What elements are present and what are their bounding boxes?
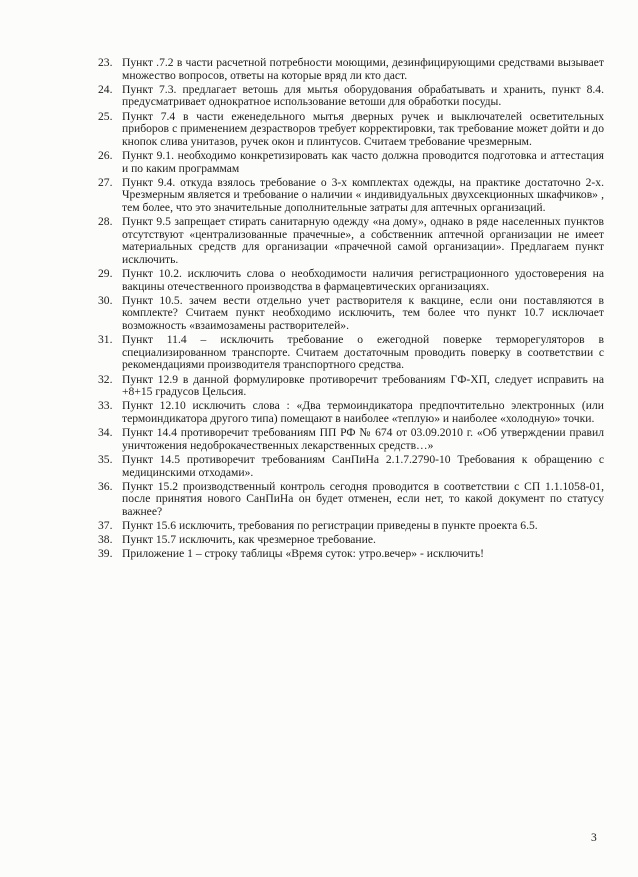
list-item — [98, 548, 604, 561]
item-text: Пункт 9.4. откуда взялось требование о 3-х комплектах одежды, на практике достаточно 2-х. Чрезмерным является и требование о наличии « индивидуальных двухсекционных шкафчиков» , тем более, что это значительные дополнительные затраты для аптечных организаций. — [122, 175, 604, 214]
item-text: Пункт 14.4 противоречит требованиям ПП РФ № 674 от 03.09.2010 г. «Об утверждении правил уничтожения недоброкачественных лекарственных средств…» — [122, 426, 604, 452]
item-number: 33. — [98, 399, 113, 413]
numbered-list — [98, 57, 604, 563]
item-number: 23. — [98, 56, 113, 69]
page-number: 3 — [591, 832, 597, 844]
item-text: Пункт 12.10 исключить слова : «Два термоиндикатора предпочтительно электронных (или термоиндикатора другого типа) помещают в наиболее «теплую» и наиболее «холодную» точки. — [122, 399, 604, 425]
item-text: Пункт 7.4 в части еженедельного мытья дверных ручек и выключателей осветительных приборов с применением дезраствoров требует корректировки, так требование может дойти и до кнопок слива унитазов, ручек окон и плинтусов. Считаем требование чрезмерным. — [122, 109, 604, 148]
item-number: 37. — [98, 519, 113, 533]
item-number: 28. — [98, 215, 113, 229]
list-item — [98, 454, 604, 479]
list-item — [98, 177, 604, 215]
item-text: Пункт 15.7 исключить, как чрезмерное требование. — [122, 533, 376, 547]
item-text: Пункт 14.5 противоречит требованиям СанПиНа 2.1.7.2790-10 Требования к обращению с медицинскими отходами». — [122, 452, 604, 479]
item-text: Пункт 10.5. зачем вести отдельно учет растворителя к вакцине, если они поставляются в комплекте? Считаем пункт необходимо исключить, тем более что пункт 10.7 исключает возможность «взаимозамены растворителей». — [122, 293, 604, 333]
item-number: 34. — [98, 426, 113, 440]
item-number: 39. — [98, 547, 113, 561]
item-text: Приложение 1 – строку таблицы «Время суток: утро.вечер» - исключить! — [122, 547, 484, 561]
item-text: Пункт 15.6 исключить, требования по регистрации приведены в пункте проекта 6.5. — [122, 519, 538, 533]
list-item — [98, 295, 604, 333]
item-text: Пункт 12.9 в данной формулировке противоречит требованиям ГФ-ХП, следует исправить на +8+15 градусов Цельсия. — [122, 372, 604, 399]
item-text: Пункт 9.1. необходимо конкретизировать как часто должна проводится подготовка и аттестация и по каким программам — [122, 148, 604, 175]
item-number: 36. — [98, 479, 113, 493]
item-text: Пункт 10.2. исключить слова о необходимости наличия регистрационного удостоверения на вакцины отечественного производства в фармацевтических организациях. — [122, 267, 604, 293]
list-item — [98, 400, 604, 425]
item-text: Пункт .7.2 в части расчетной потребности моющими, дезинфицирующими средствами вызывает множество вопросов, ответы на которые вряд ли кто даст. — [122, 56, 604, 82]
item-text: Пункт 15.2 производственный контроль сегодня проводится в соответствии с СП 1.1.1058-01, после принятия нового СанПиНа он будет отменен, если нет, то какой документ по статусу важнее? — [122, 479, 604, 518]
item-number: 38. — [98, 533, 113, 547]
item-number: 24. — [98, 82, 113, 96]
item-number: 30. — [98, 293, 113, 307]
item-number: 35. — [98, 452, 113, 466]
list-item — [98, 481, 604, 519]
item-number: 31. — [98, 333, 113, 347]
list-item — [98, 268, 604, 293]
list-item — [98, 534, 604, 547]
item-number: 32. — [98, 372, 113, 386]
list-item — [98, 427, 604, 452]
list-item — [98, 84, 604, 109]
list-item — [98, 57, 604, 82]
list-item — [98, 374, 604, 399]
item-number: 26. — [98, 148, 113, 162]
item-number: 25. — [98, 109, 113, 123]
list-item — [98, 334, 604, 372]
item-text: Пункт 9.5 запрещает стирать санитарную одежду «на дому», однако в ряде населенных пунктов отсутствуют «централизованные прачечные», а собственник аптечной организации не имеет материальных средств для организации «прачечной самой организации». Предлагаем пункт исключить. — [122, 215, 604, 266]
item-text: Пункт 11.4 – исключить требование о ежегодной поверке терморегуляторов в специализированном транспорте. Считаем достаточным проводить поверку в соответствии с рекомендациями производителя транспортного средства. — [122, 333, 604, 372]
list-item — [98, 216, 604, 266]
list-item — [98, 111, 604, 149]
list-item — [98, 150, 604, 175]
item-text: Пункт 7.3. предлагает ветошь для мытья оборудования обрабатывать и хранить, пункт 8.4. предусматривает однократное использование ветоши для обработки посуды. — [122, 82, 604, 109]
list-item — [98, 520, 604, 533]
item-number: 29. — [98, 267, 113, 281]
item-number: 27. — [98, 175, 113, 189]
